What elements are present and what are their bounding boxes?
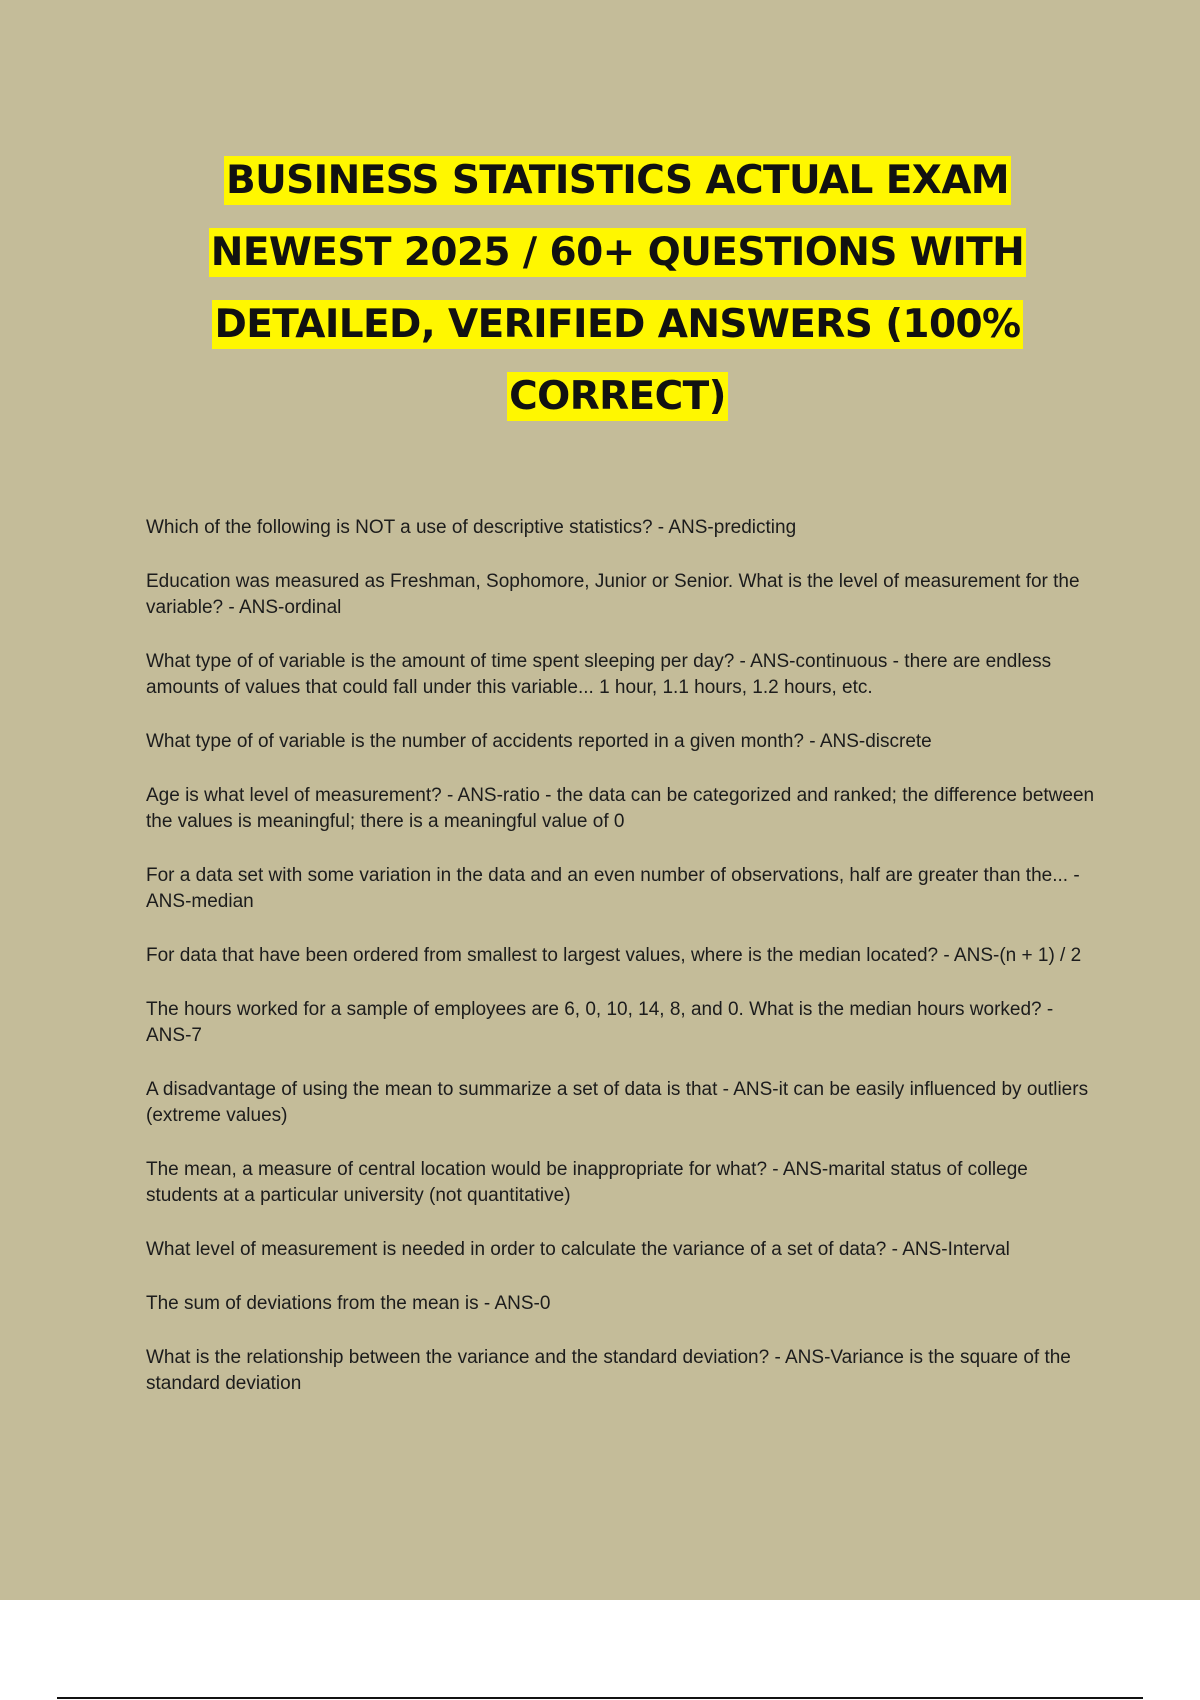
qa-item: A disadvantage of using the mean to summarize a set of data is that - ANS-it can be easily influenced by outliers (extreme values) [146,1079,1089,1126]
title-line [150,217,1085,289]
qa-item: What is the relationship between the variance and the standard deviation? - ANS-Variance is the square of the standard deviation [146,1347,1071,1394]
qa-item: For a data set with some variation in the data and an even number of observations, half are greater than the... - ANS-median [146,865,1080,912]
question-answer-list [146,515,1096,1425]
qa-item: Age is what level of measurement? - ANS-ratio - the data can be categorized and ranked; the difference between the values is meaningful; there is a meaningful value of 0 [146,785,1095,832]
qa-item: The sum of deviations from the mean is - ANS-0 [146,1293,551,1314]
qa-item: What level of measurement is needed in order to calculate the variance of a set of data? - ANS-Interval [146,1239,1010,1260]
title-text: CORRECT) [509,374,726,419]
qa-item: Education was measured as Freshman, Sophomore, Junior or Senior. What is the level of measurement for the variable? - ANS-ordinal [146,571,1080,618]
title-line [150,145,1085,217]
title-text: NEWEST 2025 / 60+ QUESTIONS WITH [210,230,1025,275]
qa-item: Which of the following is NOT a use of descriptive statistics? - ANS-predicting [146,517,797,538]
qa-item: What type of of variable is the amount of time spent sleeping per day? - ANS-continuous - there are endless amounts of values that could fall under this variable... 1 hour, 1.1 hours, 1.2 hours, etc. [146,651,1052,698]
qa-item: What type of of variable is the number of accidents reported in a given month? - ANS-discrete [146,731,932,752]
qa-item: For data that have been ordered from smallest to largest values, where is the median located? - ANS-(n + 1) / 2 [146,945,1082,966]
title-line [150,289,1085,361]
title-text: DETAILED, VERIFIED ANSWERS (100% [214,302,1021,347]
document-title [150,145,1085,433]
footer-divider [57,1697,1143,1699]
title-line [150,361,1085,433]
qa-item: The hours worked for a sample of employees are 6, 0, 10, 14, 8, and 0. What is the median hours worked? - ANS-7 [146,999,1054,1046]
title-text: BUSINESS STATISTICS ACTUAL EXAM [225,158,1009,203]
qa-item: The mean, a measure of central location would be inappropriate for what? - ANS-marital status of college students at a particular university (not quantitative) [146,1159,1028,1206]
